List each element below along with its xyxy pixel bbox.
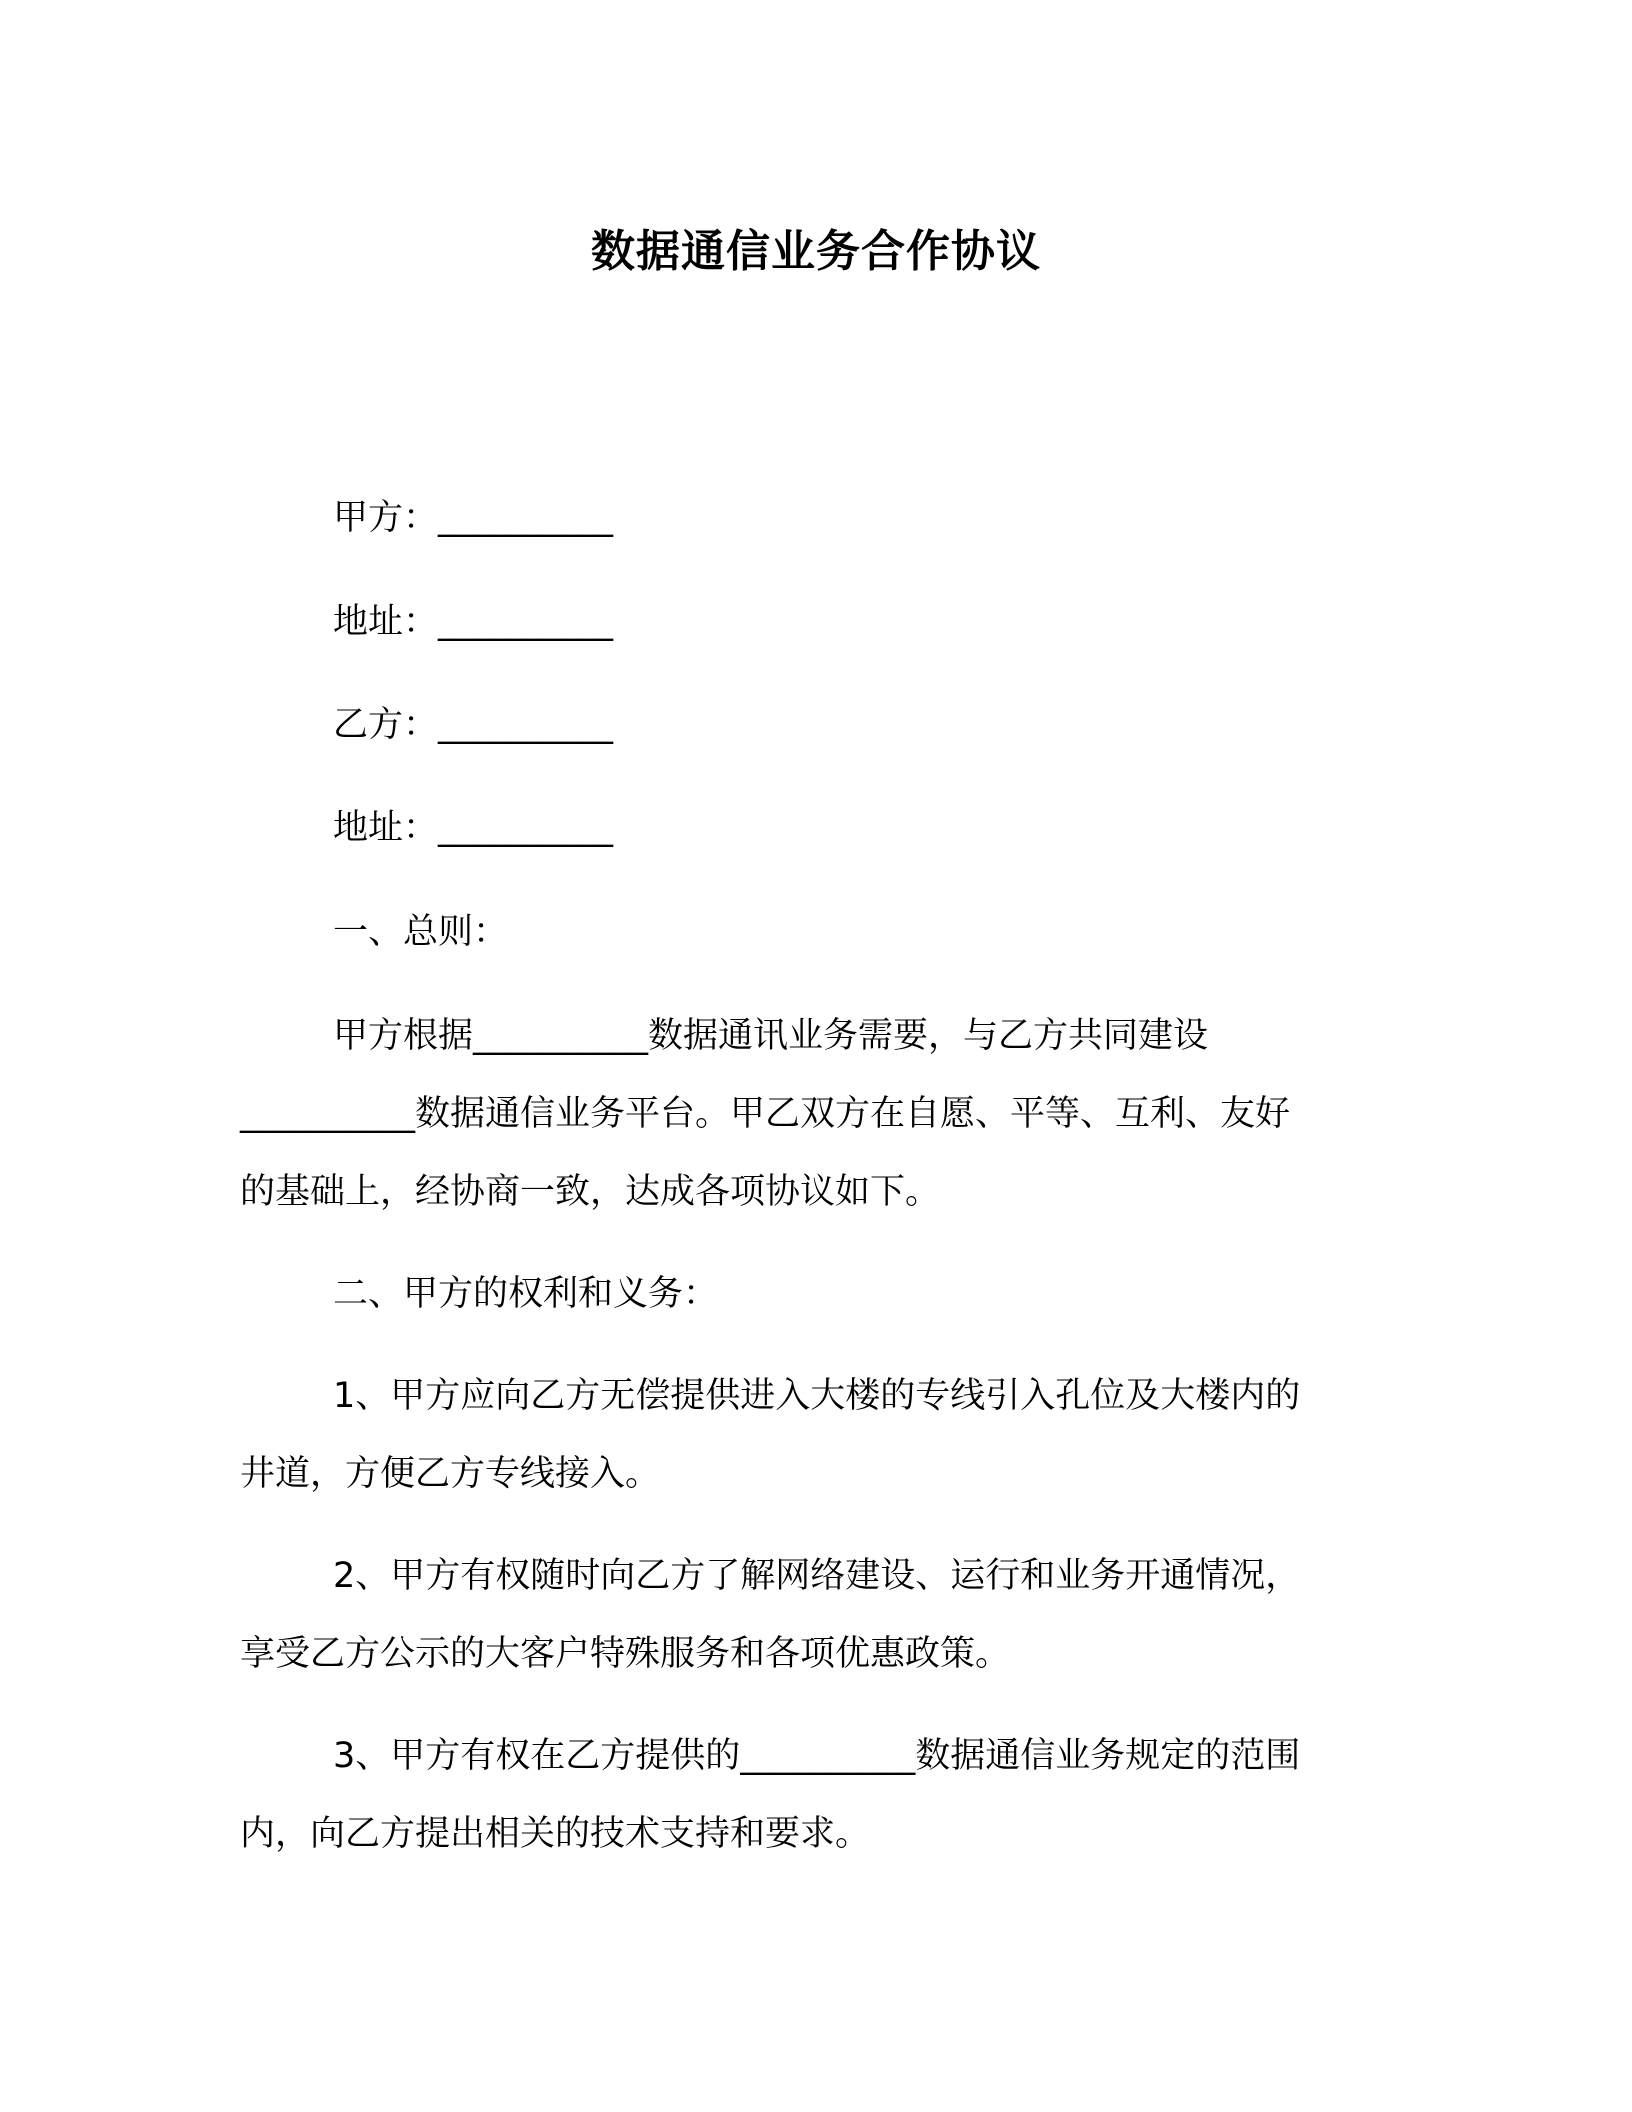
party-b-field: 乙方：__________ bbox=[333, 705, 614, 745]
party-b-address-field: 地址：__________ bbox=[333, 808, 614, 848]
section-heading-general: 一、总则： bbox=[333, 912, 509, 952]
section-heading-party-a-rights: 二、甲方的权利和义务： bbox=[333, 1274, 719, 1314]
party-a-address-field: 地址：__________ bbox=[333, 602, 614, 642]
clause-2-line: 2、甲方有权随时向乙方了解网络建设、运行和业务开通情况， bbox=[333, 1556, 1301, 1596]
clause-1-line: 井道，方便乙方专线接入。 bbox=[240, 1454, 661, 1494]
clause-3-line: 内，向乙方提出相关的技术支持和要求。 bbox=[240, 1814, 871, 1854]
clause-2-line: 享受乙方公示的大客户特殊服务和各项优惠政策。 bbox=[240, 1634, 1011, 1674]
party-a-field: 甲方：__________ bbox=[333, 498, 614, 538]
general-paragraph-line: __________数据通信业务平台。甲乙双方在自愿、平等、互利、友好 bbox=[240, 1094, 1291, 1134]
general-paragraph-line: 的基础上，经协商一致，达成各项协议如下。 bbox=[240, 1172, 941, 1212]
clause-1-line: 1、甲方应向乙方无偿提供进入大楼的专线引入孔位及大楼内的 bbox=[333, 1376, 1301, 1416]
general-paragraph-line: 甲方根据__________数据通讯业务需要，与乙方共同建设 bbox=[333, 1016, 1209, 1056]
document-title: 数据通信业务合作协议 bbox=[591, 226, 1041, 277]
clause-3-line: 3、甲方有权在乙方提供的__________数据通信业务规定的范围 bbox=[333, 1736, 1301, 1776]
